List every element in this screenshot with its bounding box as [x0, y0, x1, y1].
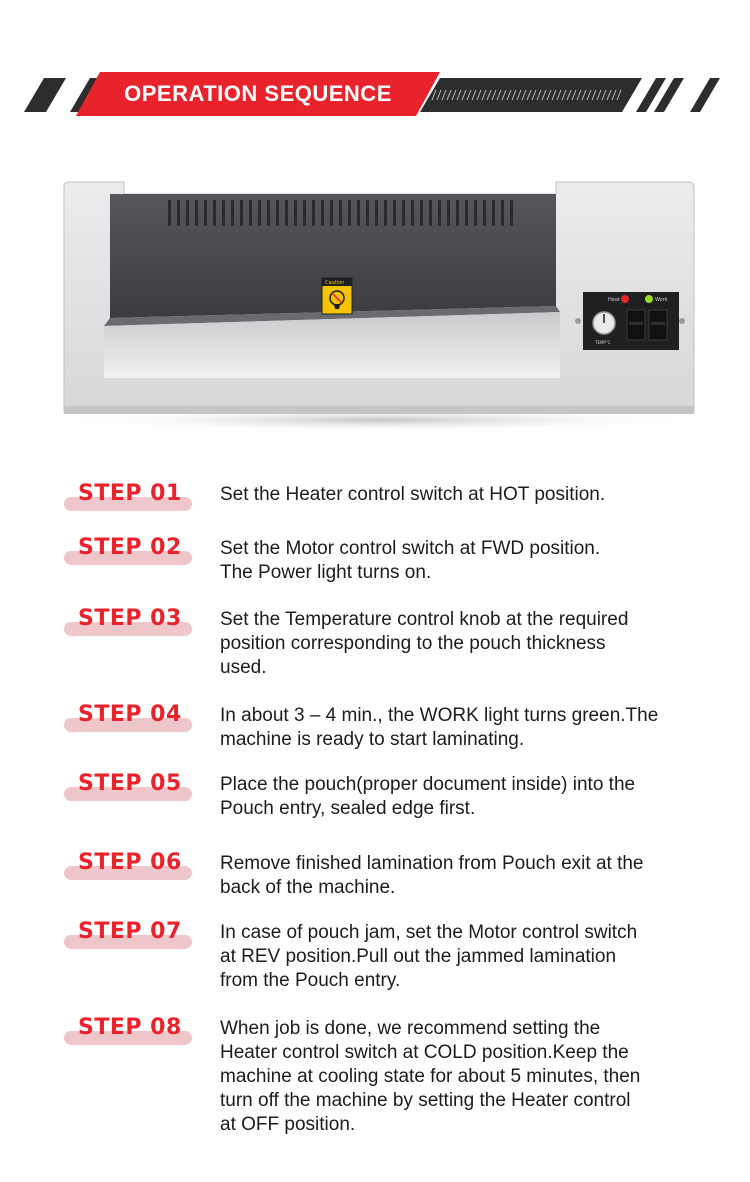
step-label: STEP 06	[78, 850, 182, 875]
step-description: Remove finished lamination from Pouch exit at the back of the machine.	[220, 853, 644, 898]
step-description: Set the Heater control switch at HOT position.	[220, 484, 606, 505]
step-description: Set the Motor control switch at FWD position. The Power light turns on.	[220, 538, 601, 583]
step-description: When job is done, we recommend setting the Heater control switch at COLD position.Keep the machine at cooling state for about 5 minutes, then turn off the machine by setting the Heater control at OFF position.	[220, 1018, 641, 1135]
panel-temp-label: TEMP°C	[595, 340, 611, 345]
panel-work-label: Work	[655, 297, 668, 303]
step-badge	[64, 481, 194, 515]
page-title: OPERATION SEQUENCE	[124, 81, 392, 106]
step-label: STEP 04	[78, 702, 182, 727]
step-badge	[64, 535, 194, 569]
step-description: Set the Temperature control knob at the required position corresponding to the pouch thickness used.	[220, 609, 629, 678]
panel-heat-label: Heat	[608, 297, 620, 303]
step-label: STEP 02	[78, 535, 182, 560]
step-badge	[64, 919, 194, 953]
step-description: Place the pouch(proper document inside) into the Pouch entry, sealed edge first.	[220, 774, 636, 819]
step-label: STEP 03	[78, 606, 182, 631]
step-label: STEP 01	[78, 481, 182, 506]
step-badge	[64, 850, 194, 884]
caution-label: Caution	[325, 280, 345, 286]
step-badge	[64, 771, 194, 805]
step-description: In about 3 – 4 min., the WORK light turns green.The machine is ready to start laminating.	[220, 705, 659, 750]
step-label: STEP 07	[78, 919, 182, 944]
step-badge	[64, 1015, 194, 1049]
step-label: STEP 08	[78, 1015, 182, 1040]
step-badge	[64, 606, 194, 640]
step-badge	[64, 702, 194, 736]
step-description: In case of pouch jam, set the Motor control switch at REV position.Pull out the jammed lamination from the Pouch entry.	[220, 922, 638, 991]
step-label: STEP 05	[78, 771, 182, 796]
